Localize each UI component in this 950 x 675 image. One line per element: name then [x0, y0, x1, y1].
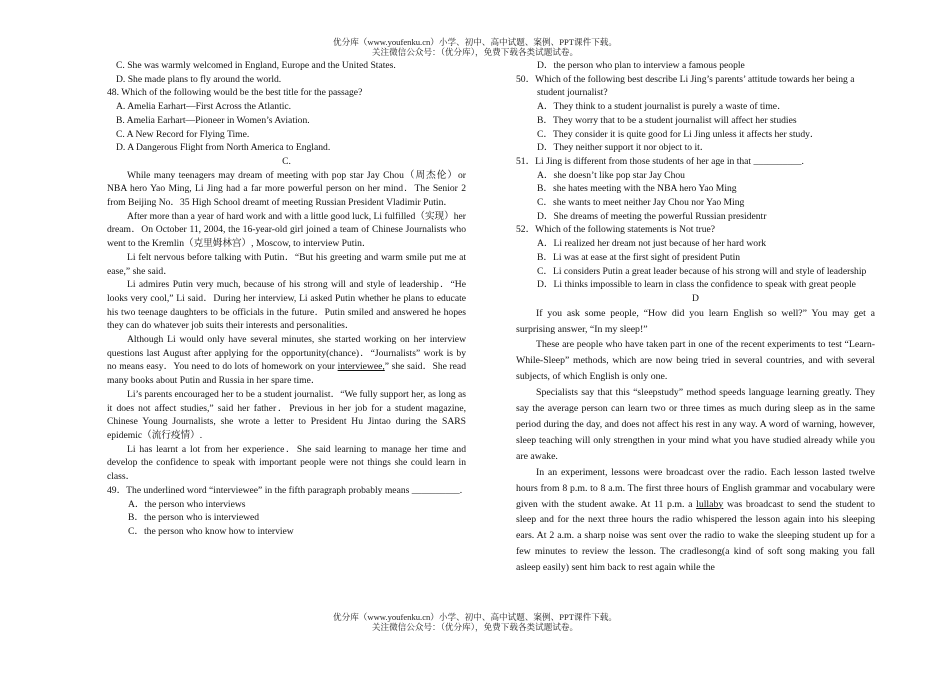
- q48-option-a: A. Amelia Earhart—First Across the Atlantic.: [116, 101, 292, 113]
- q51-option-a: A．she doesn’t like pop star Jay Chou: [537, 169, 685, 181]
- passage-d-paragraph-1: If you ask some people, “How did you learn English so well?” You may get a surprising answer, “In my sleep!”: [516, 307, 875, 335]
- passage-d-paragraph-4: [516, 465, 875, 576]
- question-51: 51．Li Jing is different from those students of her age in that __________.: [516, 155, 804, 167]
- question-49: 49．The underlined word “interviewee” in the fifth paragraph probably means __________.: [107, 484, 463, 496]
- underlined-word-lullaby: lullaby: [696, 498, 724, 510]
- q49-option-a: A．the person who interviews: [128, 498, 246, 510]
- q51-option-c: C．she wants to meet neither Jay Chou nor Yao Ming: [537, 197, 745, 209]
- page-header: [0, 37, 950, 57]
- p5-text-before: Although Li would only have several minutes, she started working on her interview questions last August after applying for the opportunity(chance)．“Journalists” work is by no means easy．You need to do lots of homework on your: [107, 334, 466, 373]
- q50-option-b: B．They worry that to be a student journalist will affect her studies: [537, 114, 797, 126]
- passage-d-paragraph-2: These are people who have taken part in one of the recent experiments to test “Learn-While-Sleep” methods, which are now being tried in several countries, and with several subjects, of which English is only one.: [516, 339, 875, 383]
- passage-c-paragraph-2: After more than a year of hard work and with a little good luck, Li fulfilled（实现）her dream．On October 11, 2004, the 16-year-old girl joined a team of Chinese Journalists who went to the Kremlin（克里姆林宫）, Moscow, to interview Putin．: [107, 210, 466, 250]
- q47-option-c: C. She was warmly welcomed in England, Europe and the United States.: [116, 60, 396, 71]
- header-line-1: 优分库（www.youfenku.cn）小学、初中、高中试题、案例、PPT课件下载。: [333, 37, 617, 47]
- q48-option-d: D. A Dangerous Flight from North America to England.: [116, 142, 331, 154]
- q49-option-d: D．the person who plan to interview a famous people: [537, 60, 745, 71]
- section-d-heading: D: [692, 292, 699, 304]
- passage-c-paragraph-5: [107, 333, 466, 388]
- q50-option-a: A．They think to a student journalist is purely a waste of time．: [537, 101, 787, 113]
- q48-option-b: B. Amelia Earhart—Pioneer in Women’s Aviation.: [116, 114, 310, 126]
- question-50: 50．Which of the following best describe Li Jing’s parents’ attitude towards her being a student journalist?: [516, 73, 855, 99]
- q47-option-d: D. She made plans to fly around the world.: [116, 73, 282, 85]
- q51-option-b: B．she hates meeting with the NBA hero Yao Ming: [537, 183, 737, 195]
- q49-option-c: C．the person who know how to interview: [128, 525, 294, 537]
- q52-option-d: D．Li thinks impossible to learn in class the confidence to speak with great people: [537, 279, 856, 291]
- q48-option-c: C. A New Record for Flying Time.: [116, 128, 250, 140]
- header-line-2: 关注微信公众号：（优分库），免费下载各类试题试卷。: [371, 47, 579, 57]
- q52-option-c: C．Li considers Putin a great leader because of his strong will and style of leadership: [537, 265, 867, 277]
- question-48: 48. Which of the following would be the best title for the passage?: [107, 87, 363, 99]
- q51-option-d: D．She dreams of meeting the powerful Russian presidentr: [537, 210, 767, 222]
- page-footer: [0, 612, 950, 632]
- q52-option-a: A．Li realized her dream not just because of her hard work: [537, 238, 767, 250]
- footer-line-1: 优分库（www.youfenku.cn）小学、初中、高中试题、案例、PPT课件下载。: [333, 612, 617, 622]
- d4-text-after: was broadcast to send the student to sleep and for the next three hours the radio whispered the lesson again into his sleeping ears. At 2 a.m. a sharp noise was sent over the radio to wake the sleeping student up for a few minutes to review the lesson. The cradlesong(a kind of soft song making you fall asleep easily) sent him back to rest again while the: [516, 498, 875, 574]
- passage-c-paragraph-7: Li has learnt a lot from her experience．She said learning to manage her time and develop the confidence to speak with important people were not things she could learn in class．: [107, 443, 466, 483]
- left-column: [107, 59, 466, 539]
- passage-c-paragraph-1: While many teenagers may dream of meeting with pop star Jay Chou（周杰伦）or NBA hero Yao Ming, Li Jing had a far more powerful person on her mind．The Senior 2 from Beijing No．35 High School dreamt of meeting Russian President Vladimir Putin．: [107, 169, 466, 209]
- q52-option-b: B．Li was at ease at the first sight of president Putin: [537, 251, 741, 263]
- d4-text-before: In an experiment, lessons were broadcast over the radio. Each lesson lasted twelve hours from 8 p.m. to 8 a.m. The first three hours of English grammar and vocabulary were given with the student awake. At 11 p.m. a: [516, 466, 875, 510]
- passage-c-paragraph-4: Li admires Putin very much, because of his strong will and style of leadership．“He looks very cool,” Li said．During her interview, Li asked Putin whether he plans to educate his two teenage daughters to be officials in the future．Putin smiled and answered he hopes they can do whatever job suits their interests and personalities．: [107, 279, 466, 332]
- footer-line-2: 关注微信公众号：（优分库），免费下载各类试题试卷。: [371, 622, 579, 632]
- right-column: [516, 59, 875, 576]
- passage-c-paragraph-3: Li felt nervous before talking with Putin．“But his greeting and warm smile put me at ease,” she said．: [107, 251, 466, 277]
- q50-option-d: D．They neither support it nor object to it．: [537, 142, 710, 154]
- passage-d-paragraph-3: Specialists say that this “sleepstudy” method speeds language learning greatly. They say the average person can learn two or three times as much during sleep as in the same period during the day, and does not affect his rest in any way. A word of warning, however, sleep teaching will only strengthen in your mind what you have studied already while you are awake.: [516, 387, 875, 462]
- q50-option-c: C．They consider it is quite good for Li Jing unless it affects her study．: [537, 128, 820, 140]
- passage-c-paragraph-6: Li’s parents encouraged her to be a student journalist．“We fully support her, as long as it does not affect studies,” said her father．Previous in her job for a student magazine, Chinese Young Journalists, she wrote a letter to President Hu Jintao during the SARS epidemic（流行疫情）.: [107, 388, 466, 441]
- section-c-heading: C.: [282, 155, 291, 167]
- p5-text-after: ” she said．She read many books about Putin and Russia in her spare time．: [107, 361, 466, 387]
- q49-option-b: B．the person who is interviewed: [128, 512, 260, 524]
- underlined-word-interviewee: interviewee,: [337, 361, 385, 373]
- question-52: 52．Which of the following statements is Not true?: [516, 224, 716, 236]
